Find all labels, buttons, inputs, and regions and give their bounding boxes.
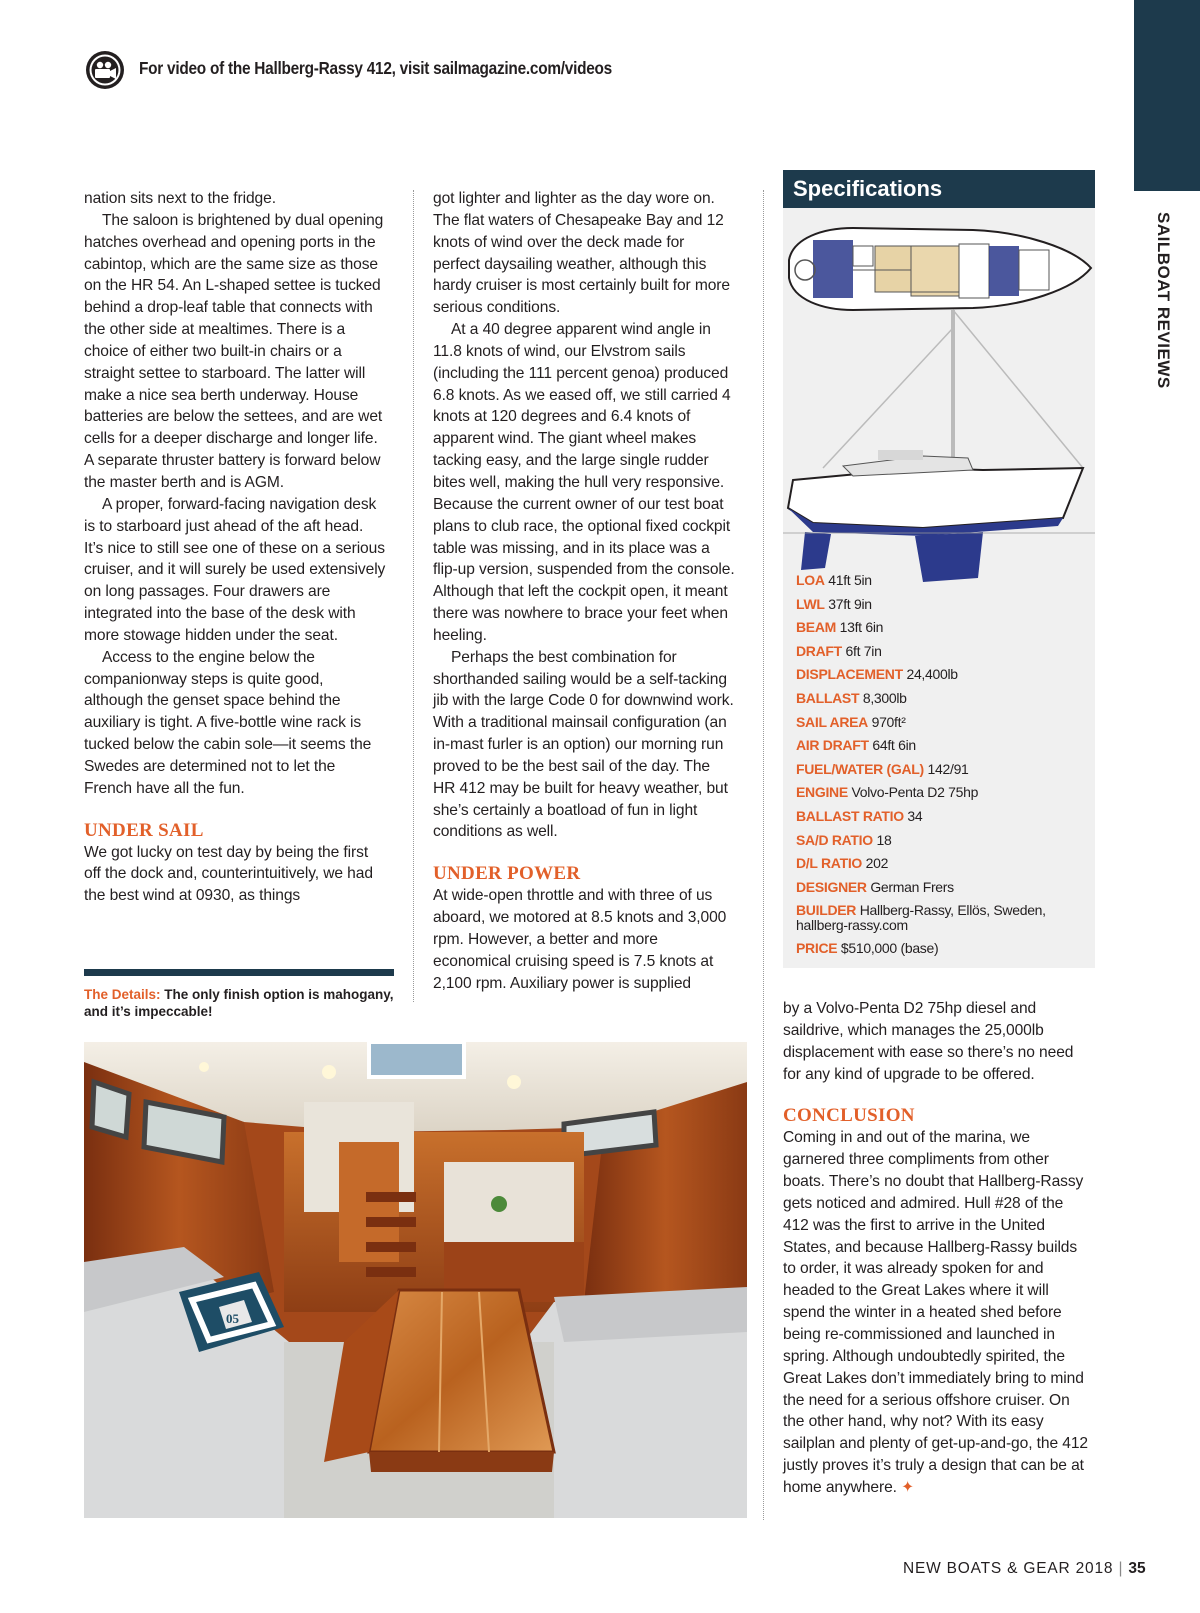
- section-heading-under-power: UNDER POWER: [433, 863, 581, 885]
- paragraph: Access to the engine below the companionway steps is quite good, although the genset space behind the auxiliary is tight. A five-bottle wine rack is tucked below the cabin sole—it seems the Swedes are determined not to let the French have all the fun.: [84, 648, 372, 797]
- spec-value: German Frers: [870, 878, 954, 895]
- spec-row: [796, 663, 1086, 687]
- paragraph: got lighter and lighter as the day wore on. The flat waters of Chesapeake Bay and 12 knots of wind over the deck made for perfect daysailing weather, although this hardy cruiser is most certainly built for more serious conditions.: [433, 190, 730, 317]
- spec-label: AIR DRAFT: [796, 737, 869, 754]
- spec-label: DRAFT: [796, 642, 842, 659]
- spec-value: 970ft²: [871, 713, 906, 730]
- column-divider: [763, 190, 764, 1520]
- folio-separator: |: [1118, 1560, 1124, 1577]
- paragraph: At a 40 degree apparent wind angle in 11.8 knots of wind, our Elvstrom sails (including the 111 percent genoa) produced 6.8 knots. As we eased off, we still carried 4 knots at 120 degrees and 6.4 knots of apparent wind. The giant wheel makes tacking easy, and the large single rudder bites well, making the hull very responsive. Because the current owner of our test boat plans to club race, the optional fixed cockpit table was missing, and in its place was a flip-up version, suspended from the console. Although that left the cockpit open, it meant there was nowhere to brace your feet when heeling.: [433, 321, 735, 644]
- spec-label: SAIL AREA: [796, 713, 868, 730]
- folio-section: NEW BOATS & GEAR 2018: [903, 1560, 1114, 1577]
- article-column-2: [433, 188, 735, 995]
- photo-caption: [84, 986, 394, 1020]
- paragraph: [783, 1127, 1088, 1498]
- spec-row: [796, 569, 1086, 593]
- spec-label: D/L RATIO: [796, 855, 863, 872]
- spec-row: [796, 899, 1086, 937]
- section-tab: [1134, 0, 1200, 191]
- spec-row: [796, 781, 1086, 805]
- conclusion-text: Coming in and out of the marina, we garnered three compliments from other boats. There’s no doubt that Hallberg-Rassy gets noticed and admired. Hull #28 of the 412 was the first to arrive in the United States, and because Hallberg-Rassy builds to order, it was already spoken for and headed to the Great Lakes where it will spend the winter in a heated shed before being re-commissioned and launched in spring. Although undoubtedly spirited, the Great Lakes don’t immediately bring to mind the need for a serious offshore cruiser. On the other hand, why not? With its easy sailplan and plenty of get-up-and-go, the 412 justly proves it’s truly a design that can be at home anywhere.: [783, 1129, 1088, 1496]
- spec-value: 13ft 6in: [839, 619, 884, 636]
- saloon-interior-photo: [84, 1042, 747, 1518]
- spec-label: DESIGNER: [796, 878, 867, 895]
- spec-value: 34: [907, 807, 923, 824]
- spec-label: BUILDER: [796, 902, 857, 919]
- spec-value: 142/91: [927, 760, 969, 777]
- spec-label: BALLAST: [796, 689, 860, 706]
- spec-value: $510,000 (base): [840, 940, 939, 957]
- spec-row: [796, 876, 1086, 900]
- spec-list: [796, 569, 1086, 961]
- page-folio: [903, 1560, 1146, 1578]
- spec-row: [796, 593, 1086, 617]
- spec-value: 37ft 9in: [828, 595, 872, 612]
- spec-value: Hallberg-Rassy, Ellös, Sweden, hallberg-rassy.com: [796, 902, 1046, 934]
- spec-value: 18: [876, 831, 892, 848]
- spec-label: FUEL/WATER (GAL): [796, 760, 924, 777]
- spec-row: [796, 805, 1086, 829]
- section-label: SAILBOAT REVIEWS: [1154, 212, 1173, 389]
- section-heading-under-sail: UNDER SAIL: [84, 819, 204, 841]
- spec-value: 24,400lb: [906, 666, 958, 683]
- spec-label: LOA: [796, 572, 825, 588]
- spec-value: 202: [865, 855, 889, 872]
- paragraph: Perhaps the best combination for shorthanded sailing would be a self-tacking jib with the large Code 0 for downwind work. With a traditional mainsail configuration (an in-mast furler is an option) our morning run proved to be the best sail of the day. The HR 412 may be built for heavy weather, but she’s certainly a boatload of fun in light conditions as well.: [433, 648, 734, 841]
- end-mark-icon: ✦: [901, 1478, 915, 1496]
- spec-label: SA/D RATIO: [796, 831, 873, 848]
- spec-value: Volvo-Penta D2 75hp: [851, 784, 979, 801]
- spec-row: [796, 852, 1086, 876]
- video-camera-icon: [85, 50, 125, 90]
- caption-lead: The Details:: [84, 987, 161, 1002]
- specifications-title: Specifications: [783, 170, 1095, 208]
- spec-value: 8,300lb: [862, 689, 907, 706]
- paragraph: nation sits next to the fridge.: [84, 190, 276, 207]
- spec-label: BEAM: [796, 619, 837, 636]
- article-column-1: [84, 188, 386, 907]
- pillow-number: 05: [226, 1311, 239, 1326]
- spec-value: 41ft 5in: [828, 572, 872, 588]
- section-heading-conclusion: CONCLUSION: [783, 1105, 915, 1127]
- article-column-3: [783, 998, 1088, 1499]
- spec-row: [796, 616, 1086, 640]
- column-divider: [413, 190, 414, 1002]
- spec-label: BALLAST RATIO: [796, 807, 904, 824]
- spec-row: [796, 640, 1086, 664]
- spec-value: 6ft 7in: [845, 642, 882, 659]
- spec-row: [796, 937, 1086, 961]
- paragraph: The saloon is brightened by dual opening hatches overhead and opening ports in the cabintop, which are the same size as those on the HR 54. An L-shaped settee is tucked behind a drop-leaf table that connects with the other side at mealtimes. There is a choice of either two built-in chairs or a straight settee to starboard. The latter will make a nice sea berth underway. House batteries are below the settees, and are wet cells for a deeper discharge and longer life. A separate thruster battery is forward below the master berth and is AGM.: [84, 211, 384, 491]
- paragraph: We got lucky on test day by being the first off the dock and, counterintuitively, we had the best wind at 0930, as things: [84, 843, 373, 905]
- paragraph: A proper, forward-facing navigation desk is to starboard just ahead of the aft head. It’s nice to still see one of these on a serious cruiser, and it will surely be used extensively on long passages. Four drawers are integrated into the base of the desk with more stowage hidden under the seat.: [84, 495, 386, 644]
- specifications-panel: [783, 170, 1095, 968]
- paragraph: At wide-open throttle and with three of us aboard, we motored at 8.5 knots and 3,000 rpm. However, a better and more economical cruising speed is 7.5 knots at 2,100 rpm. Auxiliary power is supplied: [433, 887, 727, 992]
- video-promo-text: For video of the Hallberg-Rassy 412, visit sailmagazine.com/videos: [139, 58, 612, 78]
- spec-value: 64ft 6in: [872, 737, 916, 754]
- spec-label: ENGINE: [796, 784, 848, 801]
- spec-row: [796, 734, 1086, 758]
- spec-row: [796, 687, 1086, 711]
- spec-label: DISPLACEMENT: [796, 666, 903, 683]
- caption-bar: [84, 969, 394, 976]
- page-number: 35: [1128, 1560, 1146, 1577]
- paragraph: by a Volvo-Penta D2 75hp diesel and saildrive, which manages the 25,000lb displacement with ease so there’s no need for any kind of upgrade to be offered.: [783, 1000, 1074, 1083]
- spec-label: PRICE: [796, 940, 838, 957]
- spec-label: LWL: [796, 595, 825, 612]
- spec-row: [796, 758, 1086, 782]
- spec-row: [796, 711, 1086, 735]
- spec-row: [796, 829, 1086, 853]
- caption-text: The only finish option is mahogany, and it’s impeccable!: [84, 987, 394, 1019]
